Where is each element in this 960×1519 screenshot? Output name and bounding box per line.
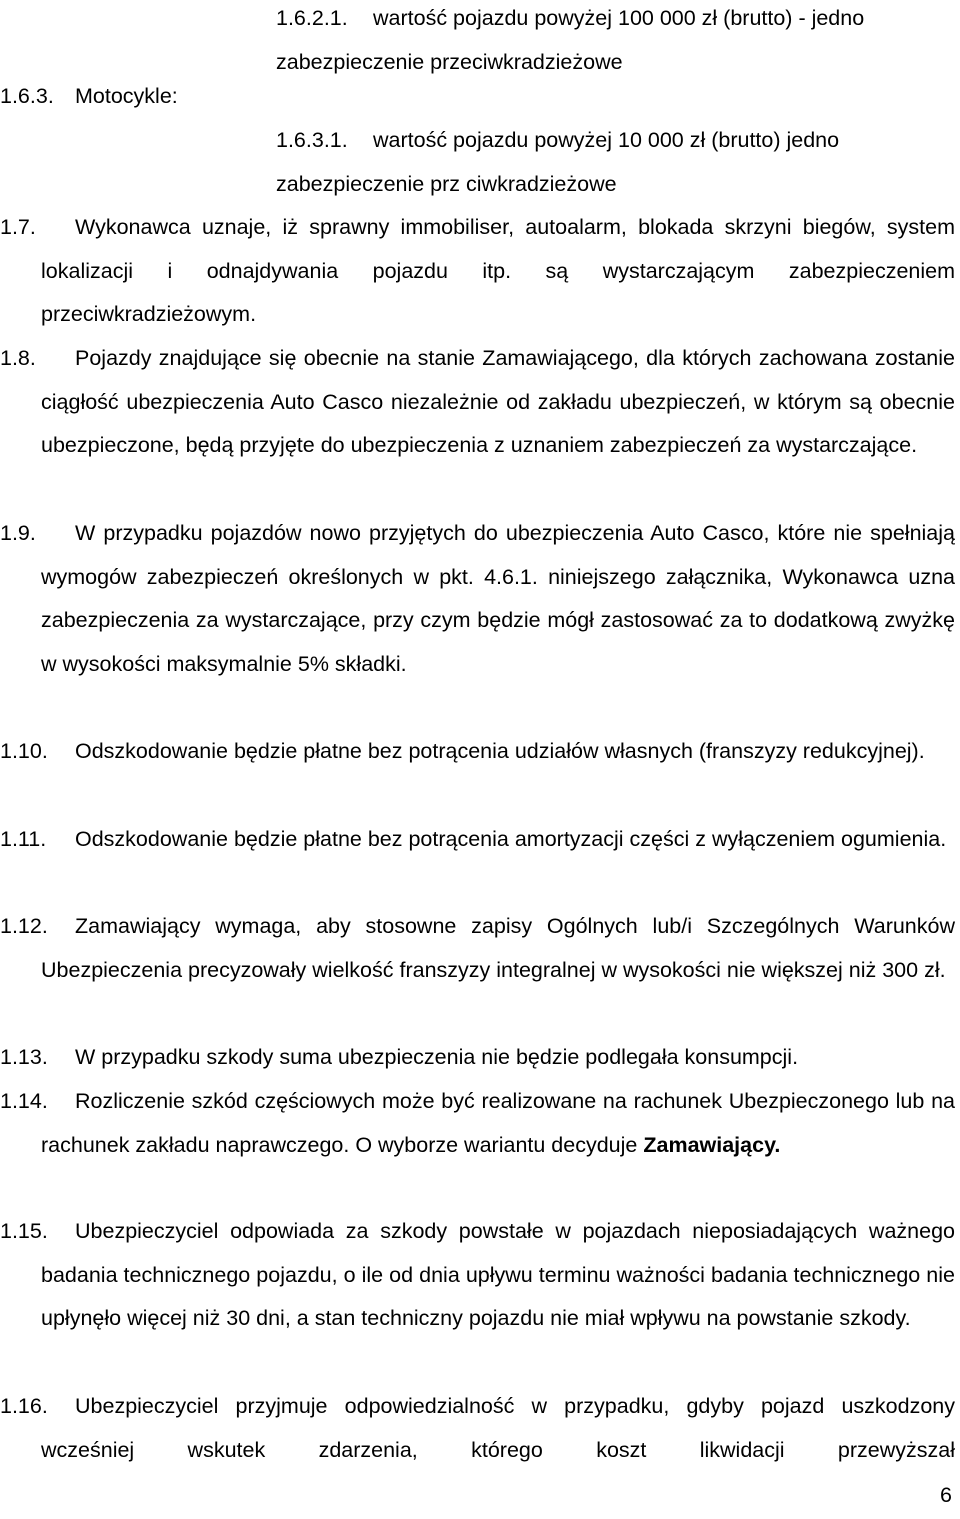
- item-number: 1.15.: [0, 1219, 48, 1243]
- item-number: 1.13.: [0, 1045, 48, 1069]
- item-text: Motocykle:: [75, 84, 178, 108]
- list-item: [0, 1210, 955, 1341]
- item-text: Ubezpieczyciel odpowiada za szkody powstałe w pojazdach nieposiadających ważnego badania technicznego pojazdu, o ile od dnia upływu terminu ważności badania technicznego nie upłynęło więcej niż 30 dni, a stan techniczny pojazdu nie miał wpływu na powstanie szkody.: [41, 1219, 955, 1331]
- list-item: [0, 818, 955, 862]
- item-number: 1.10.: [0, 739, 48, 763]
- item-number: 1.12.: [0, 914, 48, 938]
- list-item: [0, 337, 955, 468]
- item-number: 1.14.: [0, 1089, 48, 1113]
- item-text-bold: Zamawiający.: [643, 1132, 781, 1157]
- item-text: W przypadku szkody suma ubezpieczenia nie będzie podlegała konsumpcji.: [75, 1045, 799, 1069]
- list-item: [0, 905, 955, 992]
- item-text: W przypadku pojazdów nowo przyjętych do ubezpieczenia Auto Casco, które nie spełniają wymogów zabezpieczeń określonych w pkt. 4.6.1. niniejszego załącznika, Wykonawca uzna zabezpieczenia za wystarczające, przy czym będzie mógł zastosować za to dodatkową zwyżkę w wysokości maksymalnie 5% składki.: [41, 521, 955, 676]
- item-number: 1.9.: [0, 521, 36, 545]
- item-number: 1.6.2.1.: [276, 6, 348, 30]
- item-number: 1.6.3.: [0, 84, 54, 108]
- item-number: 1.7.: [0, 215, 36, 239]
- list-item: [0, 512, 955, 686]
- item-text: [41, 1080, 955, 1167]
- item-number: 1.8.: [0, 346, 36, 370]
- item-text: wartość pojazdu powyżej 100 000 zł (brutto) - jedno zabezpieczenie przeciwkradzieżowe: [276, 6, 865, 74]
- item-text: Odszkodowanie będzie płatne bez potrącenia udziałów własnych (franszyzy redukcyjnej).: [75, 739, 925, 763]
- item-text-main: Rozliczenie szkód częściowych może być realizowane na rachunek Ubezpieczonego lub na rachunek zakładu naprawczego. O wyborze wariantu decyduje: [41, 1089, 955, 1157]
- item-number: 1.16.: [0, 1394, 48, 1418]
- item-number: 1.11.: [0, 827, 47, 851]
- item-text: Odszkodowanie będzie płatne bez potrącenia amortyzacji części z wyłączeniem ogumienia.: [75, 827, 947, 851]
- list-item: [0, 1385, 955, 1472]
- list-item: [0, 119, 955, 206]
- item-text: Zamawiający wymaga, aby stosowne zapisy Ogólnych lub/i Szczególnych Warunków Ubezpieczenia precyzowały wielkość franszyzy integralnej w wysokości nie większej niż 300 zł.: [41, 914, 955, 982]
- list-item: [0, 206, 955, 337]
- list-item: [0, 0, 955, 84]
- list-item: [0, 1080, 955, 1167]
- list-item: [0, 1036, 955, 1080]
- item-number: 1.6.3.1.: [276, 128, 348, 152]
- list-item: [0, 730, 955, 774]
- item-text: wartość pojazdu powyżej 10 000 zł (brutto) jedno zabezpieczenie prz ciwkradzieżowe: [276, 128, 840, 196]
- item-text: Wykonawca uznaje, iż sprawny immobiliser, autoalarm, blokada skrzyni biegów, system lokalizacji i odnajdywania pojazdu itp. są wystarczającym zabezpieczeniem przeciwkradzieżowym.: [41, 215, 955, 327]
- item-text: Pojazdy znajdujące się obecnie na stanie Zamawiającego, dla których zachowana zostanie ciągłość ubezpieczenia Auto Casco niezależnie od zakładu ubezpieczeń, w którym są obecnie ubezpieczone, będą przyjęte do ubezpieczenia z uznaniem zabezpieczeń za wystarczające.: [41, 346, 955, 458]
- page-number: 6: [940, 1483, 952, 1507]
- item-text: Ubezpieczyciel przyjmuje odpowiedzialność w przypadku, gdyby pojazd uszkodzony wcześniej wskutek zdarzenia, którego koszt likwidacji przewyższał: [41, 1394, 955, 1462]
